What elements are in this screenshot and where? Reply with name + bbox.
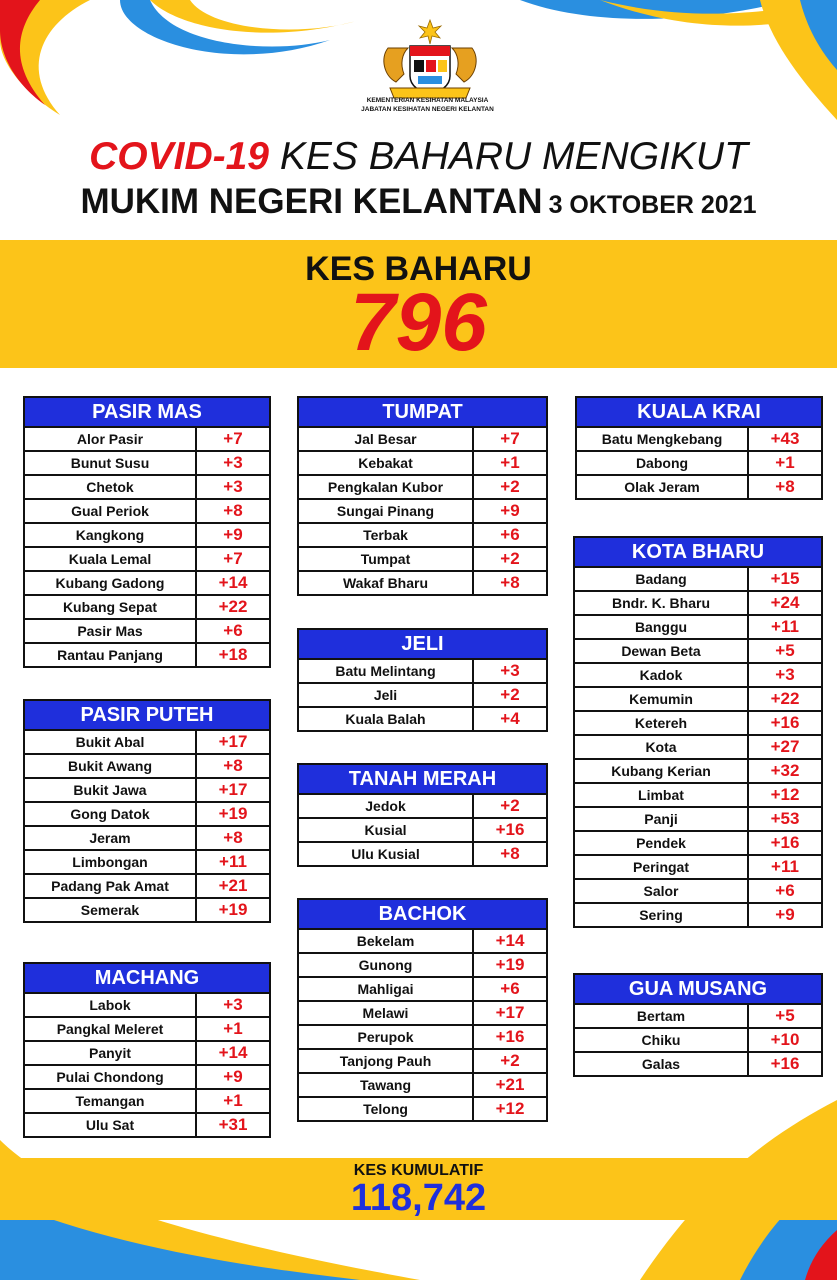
mukim-name: Sungai Pinang [299,500,474,522]
page-title-line1 [0,134,837,180]
table-row [575,760,821,784]
title-rest: KES BAHARU MENGIKUT [268,135,748,178]
table-row [577,476,821,498]
case-count: +14 [218,1043,248,1062]
case-count: +9 [775,905,795,924]
table-row [299,819,546,843]
table-row [25,1090,269,1114]
table-row [299,1002,546,1026]
mukim-name: Kangkong [25,524,197,546]
table-row [577,428,821,452]
page-title-line2 [0,180,837,231]
case-count: +11 [771,617,799,636]
table-row [25,572,269,596]
case-count: +2 [500,796,520,815]
mukim-name: Bukit Awang [25,755,197,777]
district-header: KOTA BHARU [575,538,821,568]
mukim-name: Gual Periok [25,500,197,522]
mukim-name: Kota [575,736,749,758]
mukim-name: Jeli [299,684,474,706]
mukim-name: Kuala Balah [299,708,474,730]
mukim-name: Tumpat [299,548,474,570]
mukim-name: Peringat [575,856,749,878]
case-count: +7 [500,429,520,448]
table-row [299,795,546,819]
table-row [25,548,269,572]
table-row [575,688,821,712]
case-count: +9 [223,525,243,544]
mukim-name: Salor [575,880,749,902]
table-row [299,1098,546,1120]
district-table-pasir-mas [23,396,271,668]
mukim-name: Pengkalan Kubor [299,476,474,498]
mukim-name: Bertam [575,1005,749,1027]
table-row [299,500,546,524]
case-count: +2 [500,685,520,704]
new-cases-value: 796 [350,277,487,368]
mukim-name: Alor Pasir [25,428,197,450]
mukim-name: Jeram [25,827,197,849]
case-count: +14 [218,573,248,592]
table-row [575,664,821,688]
table-row [25,827,269,851]
org-line-department: JABATAN KESIHATAN NEGERI KELANTAN [361,106,494,113]
table-row [575,808,821,832]
district-table-tumpat [297,396,548,596]
cumulative-label: KES KUMULATIF [353,1162,484,1179]
district-header: TUMPAT [299,398,546,428]
table-row [25,500,269,524]
district-header: JELI [299,630,546,660]
mukim-name: Bunut Susu [25,452,197,474]
mukim-name: Limbat [575,784,749,806]
table-row [575,592,821,616]
table-row [575,1005,821,1029]
mukim-name: Bekelam [299,930,474,952]
table-row [25,476,269,500]
case-count: +2 [500,1051,520,1070]
table-row [575,784,821,808]
district-table-kuala-krai [575,396,823,500]
table-row [25,452,269,476]
mukim-name: Kuala Lemal [25,548,197,570]
table-row [575,616,821,640]
district-table-bachok [297,898,548,1122]
table-row [25,731,269,755]
case-count: +31 [218,1115,248,1134]
report-date: 3 OKTOBER 2021 [548,191,757,219]
district-header: KUALA KRAI [577,398,821,428]
mukim-name: Ulu Sat [25,1114,197,1136]
table-row [25,899,269,921]
table-row [299,843,546,865]
table-row [575,736,821,760]
malaysia-coat-of-arms-logo [370,18,490,100]
table-row [299,548,546,572]
mukim-name: Semerak [25,899,197,921]
mukim-name: Bukit Jawa [25,779,197,801]
case-count: +3 [223,453,243,472]
mukim-name: Pangkal Meleret [25,1018,197,1040]
mukim-name: Kubang Gadong [25,572,197,594]
table-row [575,880,821,904]
case-count: +6 [500,979,520,998]
district-header: MACHANG [25,964,269,994]
district-header: PASIR PUTEH [25,701,269,731]
mukim-name: Kubang Kerian [575,760,749,782]
district-table-jeli [297,628,548,732]
mukim-name: Panji [575,808,749,830]
table-row [575,568,821,592]
table-row [299,954,546,978]
mukim-name: Kemumin [575,688,749,710]
table-row [575,904,821,926]
mukim-name: Melawi [299,1002,474,1024]
case-count: +15 [770,569,800,588]
mukim-name: Bukit Abal [25,731,197,753]
case-count: +17 [218,732,248,751]
table-row [25,1018,269,1042]
case-count: +3 [223,477,243,496]
new-cases-label: KES BAHARU [305,250,532,288]
case-count: +12 [770,785,800,804]
table-row [25,428,269,452]
case-count: +22 [218,597,248,616]
title-state: MUKIM NEGERI KELANTAN [80,182,543,221]
case-count: +19 [495,955,525,974]
mukim-name: Tawang [299,1074,474,1096]
table-row [299,1050,546,1074]
mukim-name: Wakaf Bharu [299,572,474,594]
case-count: +1 [775,453,795,472]
case-count: +8 [500,573,520,592]
table-row [25,1066,269,1090]
mukim-name: Terbak [299,524,474,546]
case-count: +24 [770,593,800,612]
table-row [25,803,269,827]
table-row [25,875,269,899]
district-table-tanah-merah [297,763,548,867]
table-row [575,832,821,856]
table-row [25,755,269,779]
case-count: +17 [495,1003,525,1022]
case-count: +3 [775,665,795,684]
table-row [299,708,546,730]
cumulative-value: 118,742 [350,1177,487,1219]
case-count: +32 [770,761,800,780]
mukim-name: Limbongan [25,851,197,873]
table-row [575,1029,821,1053]
mukim-name: Tanjong Pauh [299,1050,474,1072]
table-row [575,712,821,736]
table-row [299,660,546,684]
case-count: +53 [770,809,800,828]
mukim-name: Olak Jeram [577,476,749,498]
mukim-name: Jal Besar [299,428,474,450]
mukim-name: Labok [25,994,197,1016]
district-header: PASIR MAS [25,398,269,428]
case-count: +43 [770,429,800,448]
case-count: +17 [218,780,248,799]
mukim-name: Chiku [575,1029,749,1051]
mukim-name: Pasir Mas [25,620,197,642]
district-header: GUA MUSANG [575,975,821,1005]
mukim-name: Dabong [577,452,749,474]
table-row [25,596,269,620]
mukim-name: Batu Melintang [299,660,474,682]
mukim-name: Ulu Kusial [299,843,474,865]
case-count: +22 [770,689,800,708]
case-count: +27 [770,737,800,756]
case-count: +2 [500,477,520,496]
case-count: +8 [223,756,243,775]
org-line-ministry: KEMENTERIAN KESIHATAN MALAYSIA [366,97,489,104]
case-count: +1 [223,1091,243,1110]
mukim-name: Chetok [25,476,197,498]
table-row [299,684,546,708]
case-count: +19 [218,900,248,919]
case-count: +1 [223,1019,243,1038]
table-row [25,779,269,803]
district-header: TANAH MERAH [299,765,546,795]
title-covid: COVID-19 [89,135,269,178]
case-count: +5 [775,1006,795,1025]
case-count: +21 [495,1075,525,1094]
organization-name [300,96,555,114]
case-count: +1 [500,453,520,472]
district-table-gua-musang [573,973,823,1077]
case-count: +6 [775,881,795,900]
table-row [25,851,269,875]
mukim-name: Ketereh [575,712,749,734]
mukim-name: Kadok [575,664,749,686]
case-count: +16 [495,820,525,839]
table-row [575,640,821,664]
case-count: +21 [218,876,248,895]
table-row [25,620,269,644]
table-row [25,644,269,666]
case-count: +3 [500,661,520,680]
case-count: +9 [500,501,520,520]
mukim-name: Dewan Beta [575,640,749,662]
table-row [299,452,546,476]
case-count: +19 [218,804,248,823]
district-table-kota-bharu [573,536,823,928]
case-count: +7 [223,549,243,568]
mukim-name: Mahligai [299,978,474,1000]
table-row [299,428,546,452]
table-row [25,1042,269,1066]
case-count: +3 [223,995,243,1014]
case-count: +8 [223,828,243,847]
case-count: +9 [223,1067,243,1086]
mukim-name: Kusial [299,819,474,841]
table-row [575,856,821,880]
case-count: +6 [500,525,520,544]
mukim-name: Kebakat [299,452,474,474]
case-count: +16 [770,1054,800,1073]
table-row [299,1026,546,1050]
table-row [25,994,269,1018]
case-count: +11 [771,857,799,876]
table-row [25,524,269,548]
table-row [575,1053,821,1075]
table-row [299,930,546,954]
table-row [299,476,546,500]
district-header: BACHOK [299,900,546,930]
table-row [25,1114,269,1136]
mukim-name: Galas [575,1053,749,1075]
case-count: +6 [223,621,243,640]
case-count: +10 [770,1030,800,1049]
case-count: +4 [500,709,520,728]
case-count: +18 [218,645,248,664]
mukim-name: Pendek [575,832,749,854]
case-count: +5 [775,641,795,660]
mukim-name: Pulai Chondong [25,1066,197,1088]
table-row [299,524,546,548]
mukim-name: Batu Mengkebang [577,428,749,450]
district-table-machang [23,962,271,1138]
district-table-pasir-puteh [23,699,271,923]
mukim-name: Gunong [299,954,474,976]
case-count: +8 [775,477,795,496]
case-count: +7 [223,429,243,448]
mukim-name: Bndr. K. Bharu [575,592,749,614]
mukim-name: Temangan [25,1090,197,1112]
mukim-name: Panyit [25,1042,197,1064]
case-count: +16 [495,1027,525,1046]
case-count: +8 [500,844,520,863]
case-count: +2 [500,549,520,568]
mukim-name: Telong [299,1098,474,1120]
table-row [299,1074,546,1098]
case-count: +12 [495,1099,525,1118]
case-count: +16 [770,833,800,852]
mukim-name: Perupok [299,1026,474,1048]
mukim-name: Badang [575,568,749,590]
table-row [299,572,546,594]
mukim-name: Jedok [299,795,474,817]
mukim-name: Banggu [575,616,749,638]
case-count: +11 [219,852,247,871]
table-row [299,978,546,1002]
mukim-name: Padang Pak Amat [25,875,197,897]
mukim-name: Kubang Sepat [25,596,197,618]
mukim-name: Gong Datok [25,803,197,825]
case-count: +8 [223,501,243,520]
mukim-name: Sering [575,904,749,926]
mukim-name: Rantau Panjang [25,644,197,666]
case-count: +16 [770,713,800,732]
table-row [577,452,821,476]
case-count: +14 [495,931,525,950]
